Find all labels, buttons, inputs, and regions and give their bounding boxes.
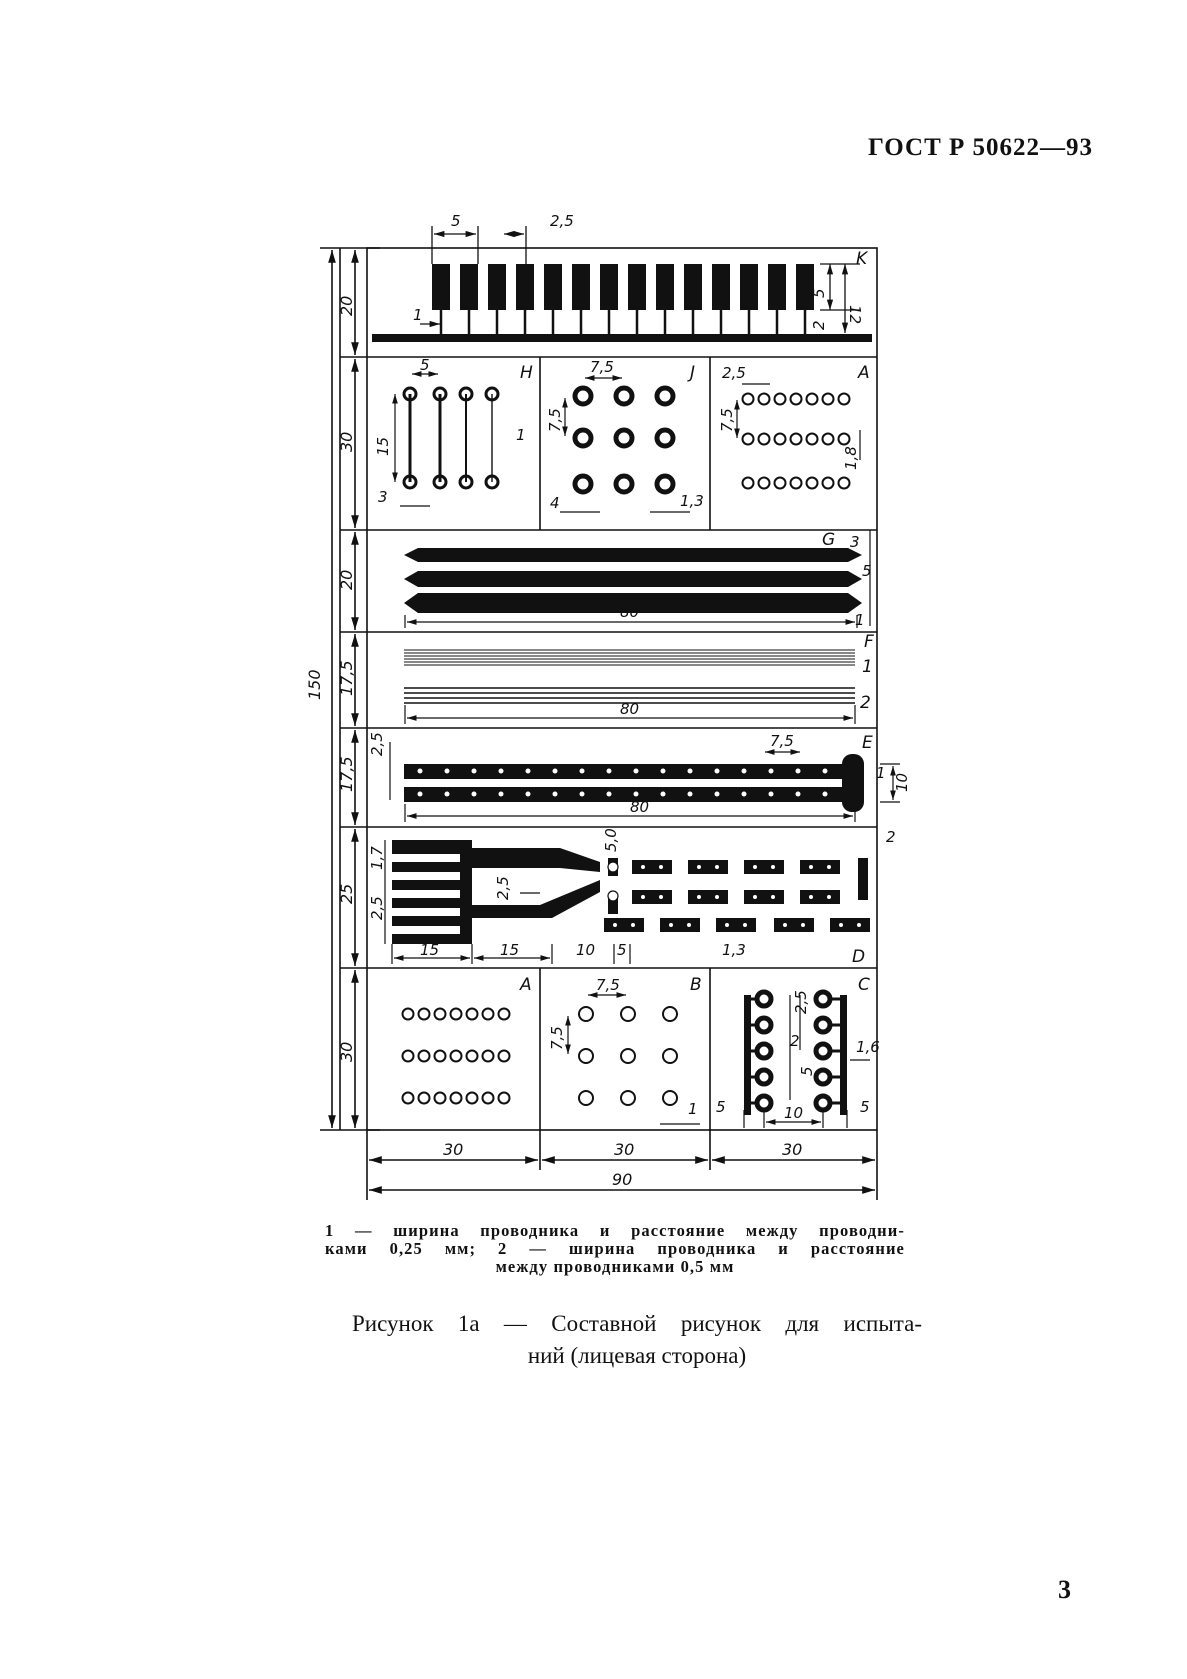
label-c: C: [858, 975, 870, 995]
dim-left-150: 150: [305, 669, 324, 700]
section-f-lines: [404, 650, 855, 703]
dim-left-17-5b: 17,5: [337, 756, 356, 792]
section-a-top-pads: [743, 394, 850, 489]
dim-c-2-5: 2,5: [792, 990, 810, 1014]
dim-d-2: 2: [886, 828, 896, 846]
label-f: F: [864, 632, 874, 652]
dim-c-10: 10: [784, 1104, 804, 1122]
section-h-pads: [404, 388, 498, 488]
label-d: D: [852, 947, 866, 967]
section-a-bottom-pads: [403, 1009, 510, 1104]
label-e: E: [862, 733, 873, 753]
dim-left-30b: 30: [337, 1041, 356, 1062]
dim-j-1-3: 1,3: [680, 492, 704, 510]
dim-e-1: 1: [876, 764, 886, 782]
dim-d-1-7: 1,7: [368, 846, 386, 870]
label-g: G: [822, 530, 836, 550]
section-j-pads: [575, 388, 673, 492]
dim-d-5: 5: [617, 941, 627, 959]
dim-a-1-8: 1,8: [842, 446, 860, 470]
dim-bot-30b: 30: [614, 1140, 635, 1159]
label-a-bottom: A: [520, 975, 532, 995]
dim-b-1: 1: [688, 1100, 698, 1118]
dim-b-7-5a: 7,5: [596, 976, 620, 994]
dim-bot-30c: 30: [782, 1140, 803, 1159]
label-h: H: [520, 363, 533, 383]
label-b: B: [690, 975, 702, 995]
dim-left-30a: 30: [337, 431, 356, 452]
section-b-pads: [579, 1007, 677, 1105]
dim-h-15: 15: [374, 436, 392, 456]
dim-left-20a: 20: [337, 295, 356, 316]
dim-k-2-5: 2,5: [550, 212, 574, 230]
label-a-top: A: [858, 363, 870, 383]
section-k-pads: [372, 226, 872, 342]
dim-f-1: 1: [862, 657, 873, 677]
page-number: 3: [1058, 1575, 1071, 1604]
dim-f-80: 80: [620, 700, 640, 718]
dim-d-1-3: 1,3: [722, 941, 746, 959]
caption-line-1: Рисунок 1а — Составной рисунок для испыта-: [352, 1311, 922, 1336]
dim-k-2: 2: [810, 320, 828, 330]
dim-j-7-5b: 7,5: [546, 408, 564, 432]
dim-b-7-5b: 7,5: [548, 1026, 566, 1050]
dim-bot-30a: 30: [443, 1140, 464, 1159]
dim-c-1-6: 1,6: [856, 1038, 880, 1056]
dim-left-25: 25: [337, 883, 356, 904]
dim-d-15a: 15: [420, 941, 440, 959]
dim-a-7-5: 7,5: [718, 408, 736, 432]
note-line-1: 1 — ширина проводника и расстояние между проводни-: [325, 1221, 905, 1240]
dim-h-1: 1: [516, 426, 526, 444]
dim-a-2-5: 2,5: [722, 364, 746, 382]
dim-h-3: 3: [378, 488, 388, 506]
dim-e-80: 80: [630, 798, 650, 816]
dim-g-5: 5: [862, 562, 872, 580]
dim-g-1: 1: [855, 611, 865, 629]
dim-d-2-5a: 2,5: [368, 896, 386, 920]
label-j: J: [690, 363, 696, 383]
dim-j-4: 4: [550, 494, 560, 512]
dim-d-10: 10: [576, 941, 596, 959]
dim-k-1: 1: [413, 306, 423, 324]
dim-e-2-5: 2,5: [368, 732, 386, 756]
note-line-3: между проводниками 0,5 мм: [495, 1257, 735, 1276]
dim-e-7-5: 7,5: [770, 732, 794, 750]
dim-c-5l: 5: [716, 1098, 726, 1116]
dim-left-20b: 20: [337, 569, 356, 590]
dim-left-17-5a: 17,5: [337, 660, 356, 696]
caption-line-2: ний (лицевая сторона): [527, 1343, 747, 1368]
dim-k-5: 5: [451, 212, 461, 230]
label-k: K: [856, 249, 868, 269]
dim-d-2-5b: 2,5: [494, 876, 512, 900]
dim-e-10: 10: [893, 772, 911, 792]
dim-c-5v: 5: [798, 1066, 816, 1076]
dim-k-12: 12: [846, 305, 864, 325]
document-header: ГОСТ Р 50622—93: [868, 134, 1094, 161]
dim-c-5r: 5: [860, 1098, 870, 1116]
dim-j-7-5a: 7,5: [590, 358, 614, 376]
dim-g-80: 80: [620, 603, 640, 621]
figure-note: [325, 1222, 905, 1276]
figure-caption: [352, 1308, 922, 1372]
dim-g-3: 3: [850, 533, 860, 551]
dim-f-2: 2: [860, 693, 871, 713]
dim-bot-90: 90: [612, 1170, 633, 1189]
dim-c-2: 2: [790, 1032, 800, 1050]
dim-d-15b: 15: [500, 941, 520, 959]
note-line-2: ками 0,25 мм; 2 — ширина проводника и расстояние: [325, 1239, 905, 1258]
dim-d-5-0: 5,0: [602, 828, 620, 852]
dim-h-5: 5: [420, 356, 430, 374]
dim-k-5v: 5: [810, 288, 828, 298]
